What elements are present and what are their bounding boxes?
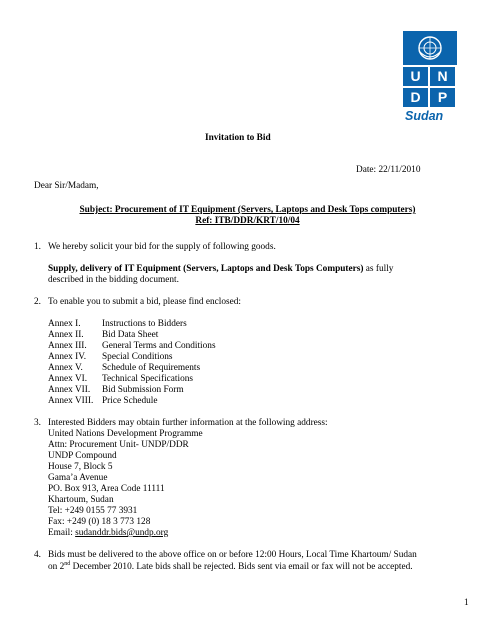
paragraph-1-bold: Supply, delivery of IT Equipment (Servers, Laptops and Desk Tops Computers) (48, 264, 364, 274)
paragraph-1-text: We hereby solicit your bid for the supply of following goods. (48, 242, 276, 252)
annex-code: Annex III. (48, 341, 87, 351)
annex-desc: Technical Specifications (102, 374, 193, 384)
annex-code: Annex II. (48, 330, 84, 340)
annex-code: Annex VI. (48, 374, 88, 384)
address-line: Khartoum, Sudan (48, 495, 114, 505)
paragraph-1-tail: as fully (363, 264, 394, 274)
email-label: Email: (48, 528, 76, 538)
paragraph-2-text: To enable you to submit a bid, please find enclosed: (48, 297, 241, 307)
annex-row (48, 385, 184, 397)
annex-desc: Schedule of Requirements (102, 363, 201, 373)
undp-logo (403, 31, 457, 126)
paragraph-3 (34, 418, 328, 430)
paragraph-4-line1: Bids must be delivered to the above office on or before 12:00 Hours, Local Time Khartoum/ Sudan (48, 550, 417, 560)
logo-letter-u: U (403, 67, 428, 86)
annex-code: Annex VII. (48, 385, 91, 395)
paragraph-4 (34, 550, 417, 562)
annex-desc: Special Conditions (102, 352, 173, 362)
paragraph-1 (34, 242, 276, 254)
annex-code: Annex VIII. (48, 396, 94, 406)
email-line (48, 528, 168, 540)
paragraph-4-sup: nd (64, 560, 71, 567)
address-line: Attn: Procurement Unit- UNDP/DDR (48, 440, 189, 450)
paragraph-3-number: 3. (34, 418, 41, 428)
salutation: Dear Sir/Madam, (34, 181, 99, 191)
address-line: House 7, Block 5 (48, 462, 113, 472)
annex-row (48, 352, 173, 364)
annex-desc: General Terms and Conditions (102, 341, 216, 351)
annex-desc: Bid Submission Form (102, 385, 184, 395)
un-emblem-icon (403, 31, 457, 65)
logo-country: Sudan (405, 109, 444, 123)
paragraph-4-on: on 2 (48, 562, 65, 572)
paragraph-4-rest: December 2010. Late bids shall be rejected. Bids sent via email or fax will not be accepted. (70, 562, 413, 572)
logo-letter-n: N (430, 67, 455, 86)
paragraph-2 (34, 297, 241, 309)
annex-code: Annex I. (48, 319, 81, 329)
address-line: Fax: +249 (0) 18 3 773 128 (48, 517, 151, 527)
annex-code: Annex IV. (48, 352, 87, 362)
paragraph-1-number: 1. (34, 242, 41, 252)
annex-code: Annex V. (48, 363, 83, 373)
reference-line: Ref: ITB/DDR/KRT/10/04 (195, 216, 300, 226)
annex-row (48, 319, 187, 331)
email-link[interactable]: sudanddr.bids@undp.org (75, 528, 169, 538)
annex-row (48, 396, 158, 408)
paragraph-1-detail (48, 264, 469, 276)
address-line: Gama’a Avenue (48, 473, 108, 483)
subject-line: Subject: Procurement of IT Equipment (Servers, Laptops and Desk Tops computers) (79, 205, 416, 215)
paragraph-3-text: Interested Bidders may obtain further information at the following address: (48, 418, 328, 428)
annex-desc: Instructions to Bidders (102, 319, 187, 329)
annex-desc: Price Schedule (102, 396, 158, 406)
annex-row (48, 363, 200, 375)
paragraph-4-line2 (48, 562, 413, 574)
address-line: PO. Box 913, Area Code 11111 (48, 484, 165, 494)
document-title: Invitation to Bid (205, 133, 271, 143)
annex-row (48, 374, 193, 386)
annex-desc: Bid Data Sheet (102, 330, 159, 340)
paragraph-1-line2: described in the bidding document. (48, 275, 179, 285)
logo-letter-p: P (430, 88, 455, 107)
address-line: UNDP Compound (48, 451, 117, 461)
address-line: Tel: +249 0155 77 3931 (48, 506, 138, 516)
address-line: United Nations Development Programme (48, 429, 203, 439)
document-date: Date: 22/11/2010 (356, 165, 421, 175)
annex-row (48, 341, 216, 353)
paragraph-4-number: 4. (34, 550, 41, 560)
logo-letter-d: D (403, 88, 428, 107)
annex-row (48, 330, 158, 342)
paragraph-2-number: 2. (34, 297, 41, 307)
page-number: 1 (464, 598, 469, 608)
